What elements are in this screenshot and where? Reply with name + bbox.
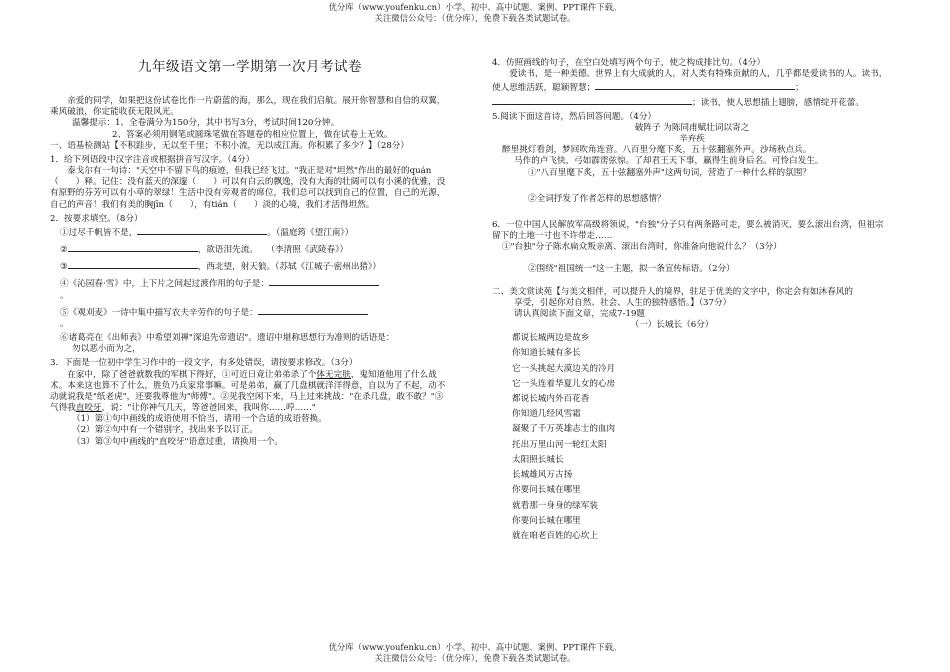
intro-paragraph: 亲爱的同学，如果把这份试卷比作一片蔚蓝的海，那么，现在我们启航。展开你智慧和自信的双翼，乘风破浪，你定能收获无限风光。: [50, 96, 446, 118]
q2-2-text: ②: [60, 245, 68, 256]
footer-line-2: 关注微信公众号：（优分库），免费下载各类试题试卷。: [374, 653, 576, 663]
footer-line-1: 优分库（www.youfenku.cn）小学、初中、高中试题、案例、PPT课件下载。: [328, 642, 622, 652]
question-3-sub-2: （2）第②句中有一个错别字，找出来予以订正。: [72, 425, 258, 436]
poem-title: 破阵子 为陈同甫赋壮词以寄之: [634, 122, 750, 133]
question-4: 4．仿照画线的句子，在空白处填写两个句子，使之构成排比句。（4分）: [492, 58, 766, 68]
question-3-sub-3: （3）第③句中画线的"直咬牙"语意过重，请换用一个。: [72, 436, 284, 447]
answer-blank[interactable]: [269, 276, 379, 286]
answer-blank[interactable]: [595, 80, 795, 90]
q2-4-end: 。: [60, 290, 69, 301]
q2-1-source: 。（温庭筠《望江南》）: [267, 227, 354, 238]
poem-verse-line: 你知道几经风雪霜: [512, 409, 581, 420]
exam-title: 九年级语文第一学期第一次月考试卷: [138, 59, 362, 75]
section-2-instruction: 请认真阅读下面文章，完成7-19题: [514, 308, 646, 319]
header-line-1: 优分库（www.youfenku.cn）小学、初中、高中试题、案例、PPT课件下载。: [328, 2, 622, 12]
tip-2: 2、答案必须用钢笔或圆珠笔做在答题卷的相应位置上，做在试卷上无效。: [112, 129, 393, 140]
question-6-sub-2: ②围绕"祖国统一"这一主题，拟一条宣传标语。（2分）: [528, 264, 735, 275]
page-header: [0, 2, 950, 24]
question-2-item-6-quote: 勿以恶小而为之，: [72, 344, 141, 355]
question-2-item-3: [50, 259, 450, 273]
header-line-2: 关注微信公众号：（优分库），免费下载各类试题试卷。: [374, 13, 576, 23]
question-1: 1．给下列语段中汉字注音或根据拼音写汉字。（4分）: [50, 154, 255, 165]
answer-blank[interactable]: [68, 242, 198, 252]
question-5-sub-1: ①"八百里麾下炙，五十弦翻塞外声"这两句词，营造了一种什么样的氛围？: [528, 167, 811, 178]
question-3: 3．下面是一位初中学生习作中的一段文字，有多处错误，请按要求修改。（3分）: [50, 358, 358, 369]
q2-5-text: ⑤《观刈麦》一诗中集中描写农夫辛劳作的句子是：: [60, 307, 258, 318]
poem-line-1: 醉里挑灯看剑，梦回吹角连营。八百里分麾下炙，五十弦翻塞外声。沙场秋点兵。: [502, 145, 812, 156]
answer-blank[interactable]: [137, 225, 267, 235]
question-2: 2．按要求填空。（8分）: [50, 213, 143, 224]
q3-underlined-phrase: 直咬牙: [75, 403, 102, 414]
q3-underlined-idiom: 体无完肤: [316, 369, 351, 380]
q4-passage-end: ；读书，使人思想插上翅膀，感情绽开花蕾。: [692, 97, 864, 108]
q3-passage-part-b: ，鬼知道他用了什么战术。本来这也算不了什么，胜负乃兵家常事嘛。可是弟弟，赢了几盘棋就洋洋得意，自以为了不起，动不动就说我是"纸老虎"，还要我尊他为"师傅"。②见我空闲下来，马上过来挑战："在杀几盘，敢不敢？"③气得我: [50, 369, 446, 414]
poem-verse-line: 就看那一身身的绿军装: [512, 500, 598, 511]
question-2-item-2: [50, 242, 450, 256]
section-1-heading: 一、语基检测站【不积跬步，无以至千里；不积小流，无以成江海。你积累了多少？】（28分）: [50, 140, 409, 151]
question-2-item-4: [50, 276, 450, 301]
question-3-sub-1: （1）第①句中画线的成语使用不恰当，请用一个合适的成语替换。: [72, 414, 327, 425]
right-column: [492, 58, 892, 544]
question-5-sub-2: ②全词抒发了作者怎样的思想感情？: [528, 193, 666, 204]
poem-verse-line: 凝聚了千万英雄志士的血肉: [512, 424, 616, 435]
section-2-heading: 二、美文赏读苑【与美文相伴，可以提升人的境界，驻足于优美的文字中，你定会有如沐春风的: [492, 286, 853, 297]
poem-verse-line: 都说长城内外百花香: [512, 394, 590, 405]
q2-4-text: ④《沁园春·雪》中，上下片之间起过渡作用的句子是：: [60, 279, 269, 290]
poem-verse-line: 你要问长城在哪里: [512, 515, 581, 526]
poem-verse-line: 都说长城两边是故乡: [512, 333, 590, 344]
q2-2-source: ，欲语泪先流。 （李清照《武陵春》）: [197, 245, 349, 256]
answer-blank[interactable]: [258, 305, 368, 315]
part-1-title: （一）长城长（6分）: [630, 320, 714, 331]
changcheng-poem: [492, 331, 892, 544]
question-5: 5.阅读下面这首诗，然后回答问题。（4分）: [492, 111, 657, 122]
answer-blank[interactable]: [68, 259, 198, 269]
q4-passage-text: 爱读书，是一种美德。世界上有大成就的人，对人类有特殊贡献的人，几乎都是爱读书的人。读书，使人思维活跃，聪颖智慧；: [492, 69, 888, 94]
q2-3-source: ，西北望，射天狼。（苏轼《江城子·密州出猎》）: [197, 262, 381, 273]
answer-blank[interactable]: [492, 95, 692, 105]
question-1-passage: 泰戈尔有一句诗："天空中不留下鸟的痕迹，但我已经飞过。"我正是对"坦然"作出的最好的quán（ ）释。记住：没有蓝天的深邃（ ）可以有白云的飘逸，没有大海的壮阔可以有小溪的优雅，没有原野的芬芳可以有小草的翠绿！生活中没有旁观者的席位，我们总可以找到自己的位置，自己的光源，自己的声音！我们有美的胸jīn（ ），有tián（ ）淡的心境，我们才活得坦然。: [50, 166, 446, 210]
question-3-passage: [50, 370, 450, 415]
poem-verse-line: 你知道长城有多长: [512, 348, 581, 359]
q2-1-text: ①过尽千帆皆不是，: [60, 227, 138, 238]
poem-verse-line: 托出万里山河一轮红太阳: [512, 439, 607, 450]
q2-3-text: ③: [60, 262, 68, 273]
section-2-heading-cont: 享受，引起你对自然、社会、人生的独特感悟。】（37分）: [514, 297, 732, 308]
poem-verse-line: 就在咱老百姓的心坎上: [512, 530, 598, 541]
q2-5-end: 。: [60, 318, 69, 329]
question-6: 6．一位中国人民解放军高级将领说，"台独"分子只有两条路可走，要么被消灭，要么滚出台湾，但祖宗留下的土地一寸也不许带走……: [492, 219, 884, 242]
page-footer: [0, 642, 950, 664]
poem-author: 辛弃疾: [679, 134, 705, 145]
q3-passage-part-a: 在家中，除了爸爸就数我的军棋下得好，①可近日竟让弟弟杀了个: [67, 369, 317, 380]
poem-verse-line: 长城雄风万古扬: [512, 470, 573, 481]
tip-1: 温馨提示：1、全卷满分为150分，其中书写3分，考试时间120分钟。: [72, 118, 340, 129]
poem-verse-line: 你要问长城在哪里: [512, 485, 581, 496]
question-4-passage: [492, 69, 892, 94]
left-column: [50, 50, 450, 448]
question-4-line-2: [492, 95, 892, 109]
q3-passage-part-c: ，说："让你神气几天，等爸爸回来，我叫你……哼……": [101, 403, 316, 414]
poem-verse-line: 它一头挑起大漠边关的冷月: [512, 363, 616, 374]
question-2-item-5: [50, 305, 450, 330]
question-2-item-1: [50, 225, 450, 239]
q4-semicolon: ；: [795, 83, 804, 94]
poem-verse-line: 太阳照长城长: [512, 454, 564, 465]
question-6-sub-1: ①"台独"分子陈水扁众叛亲离、滚出台湾时，你准备向他说什么？（3分）: [502, 242, 782, 253]
poem-verse-line: 它一头连着华夏儿女的心房: [512, 378, 616, 389]
question-2-item-6: ⑥诸葛亮在《出师表》中希望刘禅"深追先帝遗诏"。遗诏中堪称思想行为准则的话语是：: [60, 333, 395, 344]
poem-line-2: 马作的卢飞快，弓如霹雳弦惊。了却君王天下事，赢得生前身后名。可怜白发生。: [514, 156, 824, 167]
